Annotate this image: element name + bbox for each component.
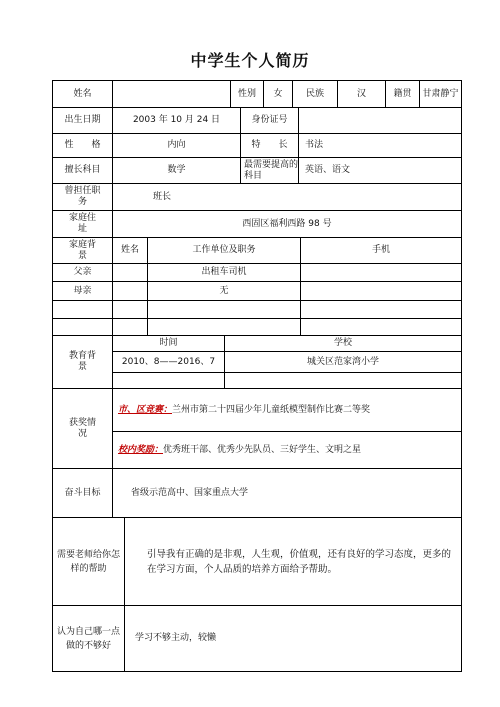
- family-relation: [53, 301, 113, 319]
- strong-subject-value: 数学: [113, 158, 241, 184]
- family-relation: 母亲: [53, 282, 113, 301]
- goal-value: 省级示范高中、国家重点大学: [113, 469, 461, 518]
- page-title: 中学生个人简历: [190, 51, 310, 70]
- ethnicity-label: 民族: [293, 81, 338, 108]
- ethnicity-value: 汉: [338, 81, 386, 108]
- family-phone: [301, 301, 461, 319]
- family-work: 无: [148, 282, 301, 301]
- family-label: 家庭背景: [53, 238, 113, 264]
- education-time: [113, 373, 225, 389]
- family-phone: [301, 264, 461, 282]
- family-work: [148, 301, 301, 319]
- education-header-time: 时间: [113, 336, 225, 352]
- family-phone: [301, 319, 461, 336]
- specialty-value: 书法: [299, 134, 461, 158]
- weakness-value: 学习不够主动，较懒: [135, 633, 217, 643]
- help-label: 需要老师给你怎样的帮助: [53, 518, 125, 606]
- position-value: 班长: [113, 184, 461, 211]
- specialty-label: 特 长: [241, 134, 299, 158]
- family-name: [113, 301, 148, 319]
- help-value: 引导我有正确的是非观，人生观，价值观，还有良好的学习态度，更多的在学习方面，个人品质的培养方面给予帮助。: [125, 518, 461, 606]
- address-label: 家庭住址: [53, 211, 113, 238]
- family-name: [113, 319, 148, 336]
- education-time: 2010、8——2016、7: [113, 352, 225, 373]
- family-work: [148, 319, 301, 336]
- family-header-work: 工作单位及职务: [148, 238, 301, 264]
- address-value: 西固区福利西路 98 号: [113, 211, 461, 238]
- dob-label: 出生日期: [53, 108, 113, 134]
- award-city-text: 兰州市第二十四届少年儿童纸模型制作比赛二等奖: [172, 404, 371, 415]
- dob-value: 2003 年 10 月 24 日: [113, 108, 241, 134]
- native-value: 甘肃静宁: [420, 81, 461, 108]
- personality-label: 性 格: [53, 134, 113, 158]
- id-label: 身份证号: [241, 108, 299, 134]
- name-value: [113, 81, 231, 108]
- gender-label: 性别: [231, 81, 264, 108]
- position-label: 曾担任职务: [53, 184, 113, 211]
- name-label: 姓名: [53, 81, 113, 108]
- award-school: [113, 432, 461, 469]
- improve-subject-label: 最需要提高的科目: [241, 158, 299, 184]
- gender-value: 女: [264, 81, 293, 108]
- family-name: [113, 264, 148, 282]
- family-header-name: 姓名: [113, 238, 148, 264]
- id-value: [299, 108, 461, 134]
- award-city-prefix: 市、区竞赛：: [118, 404, 173, 415]
- personality-value: 内向: [113, 134, 241, 158]
- award-school-prefix: 校内奖励：: [118, 444, 164, 455]
- family-work: 出租车司机: [148, 264, 301, 282]
- award-city: [113, 389, 461, 432]
- awards-label: 获奖情况: [53, 389, 113, 469]
- education-school: [225, 373, 461, 389]
- family-relation: 父亲: [53, 264, 113, 282]
- strong-subject-label: 擅长科目: [53, 158, 113, 184]
- improve-subject-value: 英语、语文: [299, 158, 461, 184]
- family-header-phone: 手机: [301, 238, 461, 264]
- native-label: 籍贯: [386, 81, 420, 108]
- goal-label: 奋斗目标: [53, 469, 113, 518]
- family-phone: [301, 282, 461, 301]
- education-label: 教育背景: [53, 336, 113, 389]
- award-school-text: 优秀班干部、优秀少先队员、三好学生、文明之星: [163, 444, 362, 455]
- family-relation: [53, 319, 113, 336]
- family-name: [113, 282, 148, 301]
- education-school: 城关区范家湾小学: [225, 352, 461, 373]
- resume-table: [52, 80, 462, 672]
- education-header-school: 学校: [225, 336, 461, 352]
- weakness-label: 认为自己哪一点做的不够好: [53, 606, 125, 671]
